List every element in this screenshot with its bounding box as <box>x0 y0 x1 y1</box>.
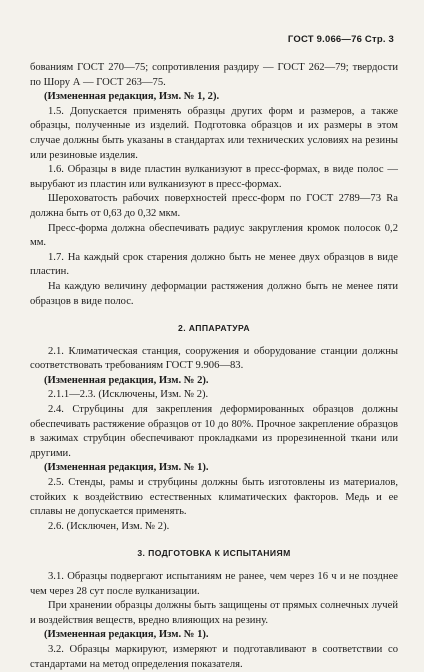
paragraph: Пресс-форма должна обеспечивать радиус закругления кромок полосок 0,2 мм. <box>30 222 398 249</box>
section-heading: 3. ПОДГОТОВКА К ИСПЫТАНИЯМ <box>137 548 291 559</box>
paragraph: 1.6. Образцы в виде пластин вулканизуют в пресс-формах, в виде полос — вырубают из пластин или вулканизуют в пресс-формах. <box>30 164 398 190</box>
paragraph: бованиям ГОСТ 270—75; сопротивления раздиру — ГОСТ 262—79; твердости по Шору А — ГОСТ 263—75. <box>30 62 398 88</box>
paragraph: 2.5. Стенды, рамы и струбцины должны быть изготовлены из материалов, стойких к воздействию естественных климатических факторов. Медь и ее сплавы не допускается применять. <box>30 477 398 518</box>
revision-note: (Измененная редакция, Изм. № 1). <box>44 629 209 641</box>
paragraph: 2.6. (Исключен, Изм. № 2). <box>48 520 170 532</box>
paragraph: 3.1. Образцы подвергают испытаниям не ранее, чем через 16 ч и не позднее чем через 28 сут после вулканизации. <box>30 571 398 597</box>
paragraph: При хранении образцы должны быть защищены от прямых солнечных лучей и воздействия веществ, вредно влияющих на резину. <box>30 600 398 626</box>
paragraph: 2.4. Струбцины для закрепления деформированных образцов должны обеспечивать растяжение образцов от 10 до 80%. Прочное закрепление образцов в зажимах струбцин обеспечивают прокладками из прорезиненной ткани или другими. <box>30 404 398 459</box>
revision-note: (Измененная редакция, Изм. № 2). <box>44 374 209 386</box>
paragraph: 3.2. Образцы маркируют, измеряют и подготавливают в соответствии со стандартами на метод определения показателя. <box>30 643 398 670</box>
paragraph: 1.5. Допускается применять образцы других форм и размеров, а также образцы, полученные из изделий. Подготовка образцов и их размеры в этом случае должны быть указаны в стандартах или технических условиях на резины или резиновые изделия. <box>30 105 398 161</box>
paragraph: Шероховатость рабочих поверхностей пресс-форм по ГОСТ 2789—73 Ra должна быть от 0,63 до 0,32 мкм. <box>30 193 398 219</box>
paragraph: На каждую величину деформации растяжения должно быть не менее пяти образцов в виде полос. <box>30 280 398 307</box>
paragraph: 1.7. На каждый срок старения должно быть не менее двух образцов в виде пластин. <box>30 251 398 278</box>
revision-note: (Измененная редакция, Изм. № 1, 2). <box>44 91 220 103</box>
page-header: ГОСТ 9.066—76 Стр. 3 <box>287 34 394 45</box>
paragraph: 2.1.1—2.3. (Исключены, Изм. № 2). <box>48 389 209 401</box>
revision-note: (Измененная редакция, Изм. № 1). <box>44 462 209 474</box>
paragraph: 2.1. Климатическая станция, сооружения и оборудование станции должны соответствовать требованиям ГОСТ 9.906—83. <box>30 345 398 372</box>
document-body <box>30 61 398 672</box>
section-heading: 2. АППАРАТУРА <box>178 323 250 334</box>
